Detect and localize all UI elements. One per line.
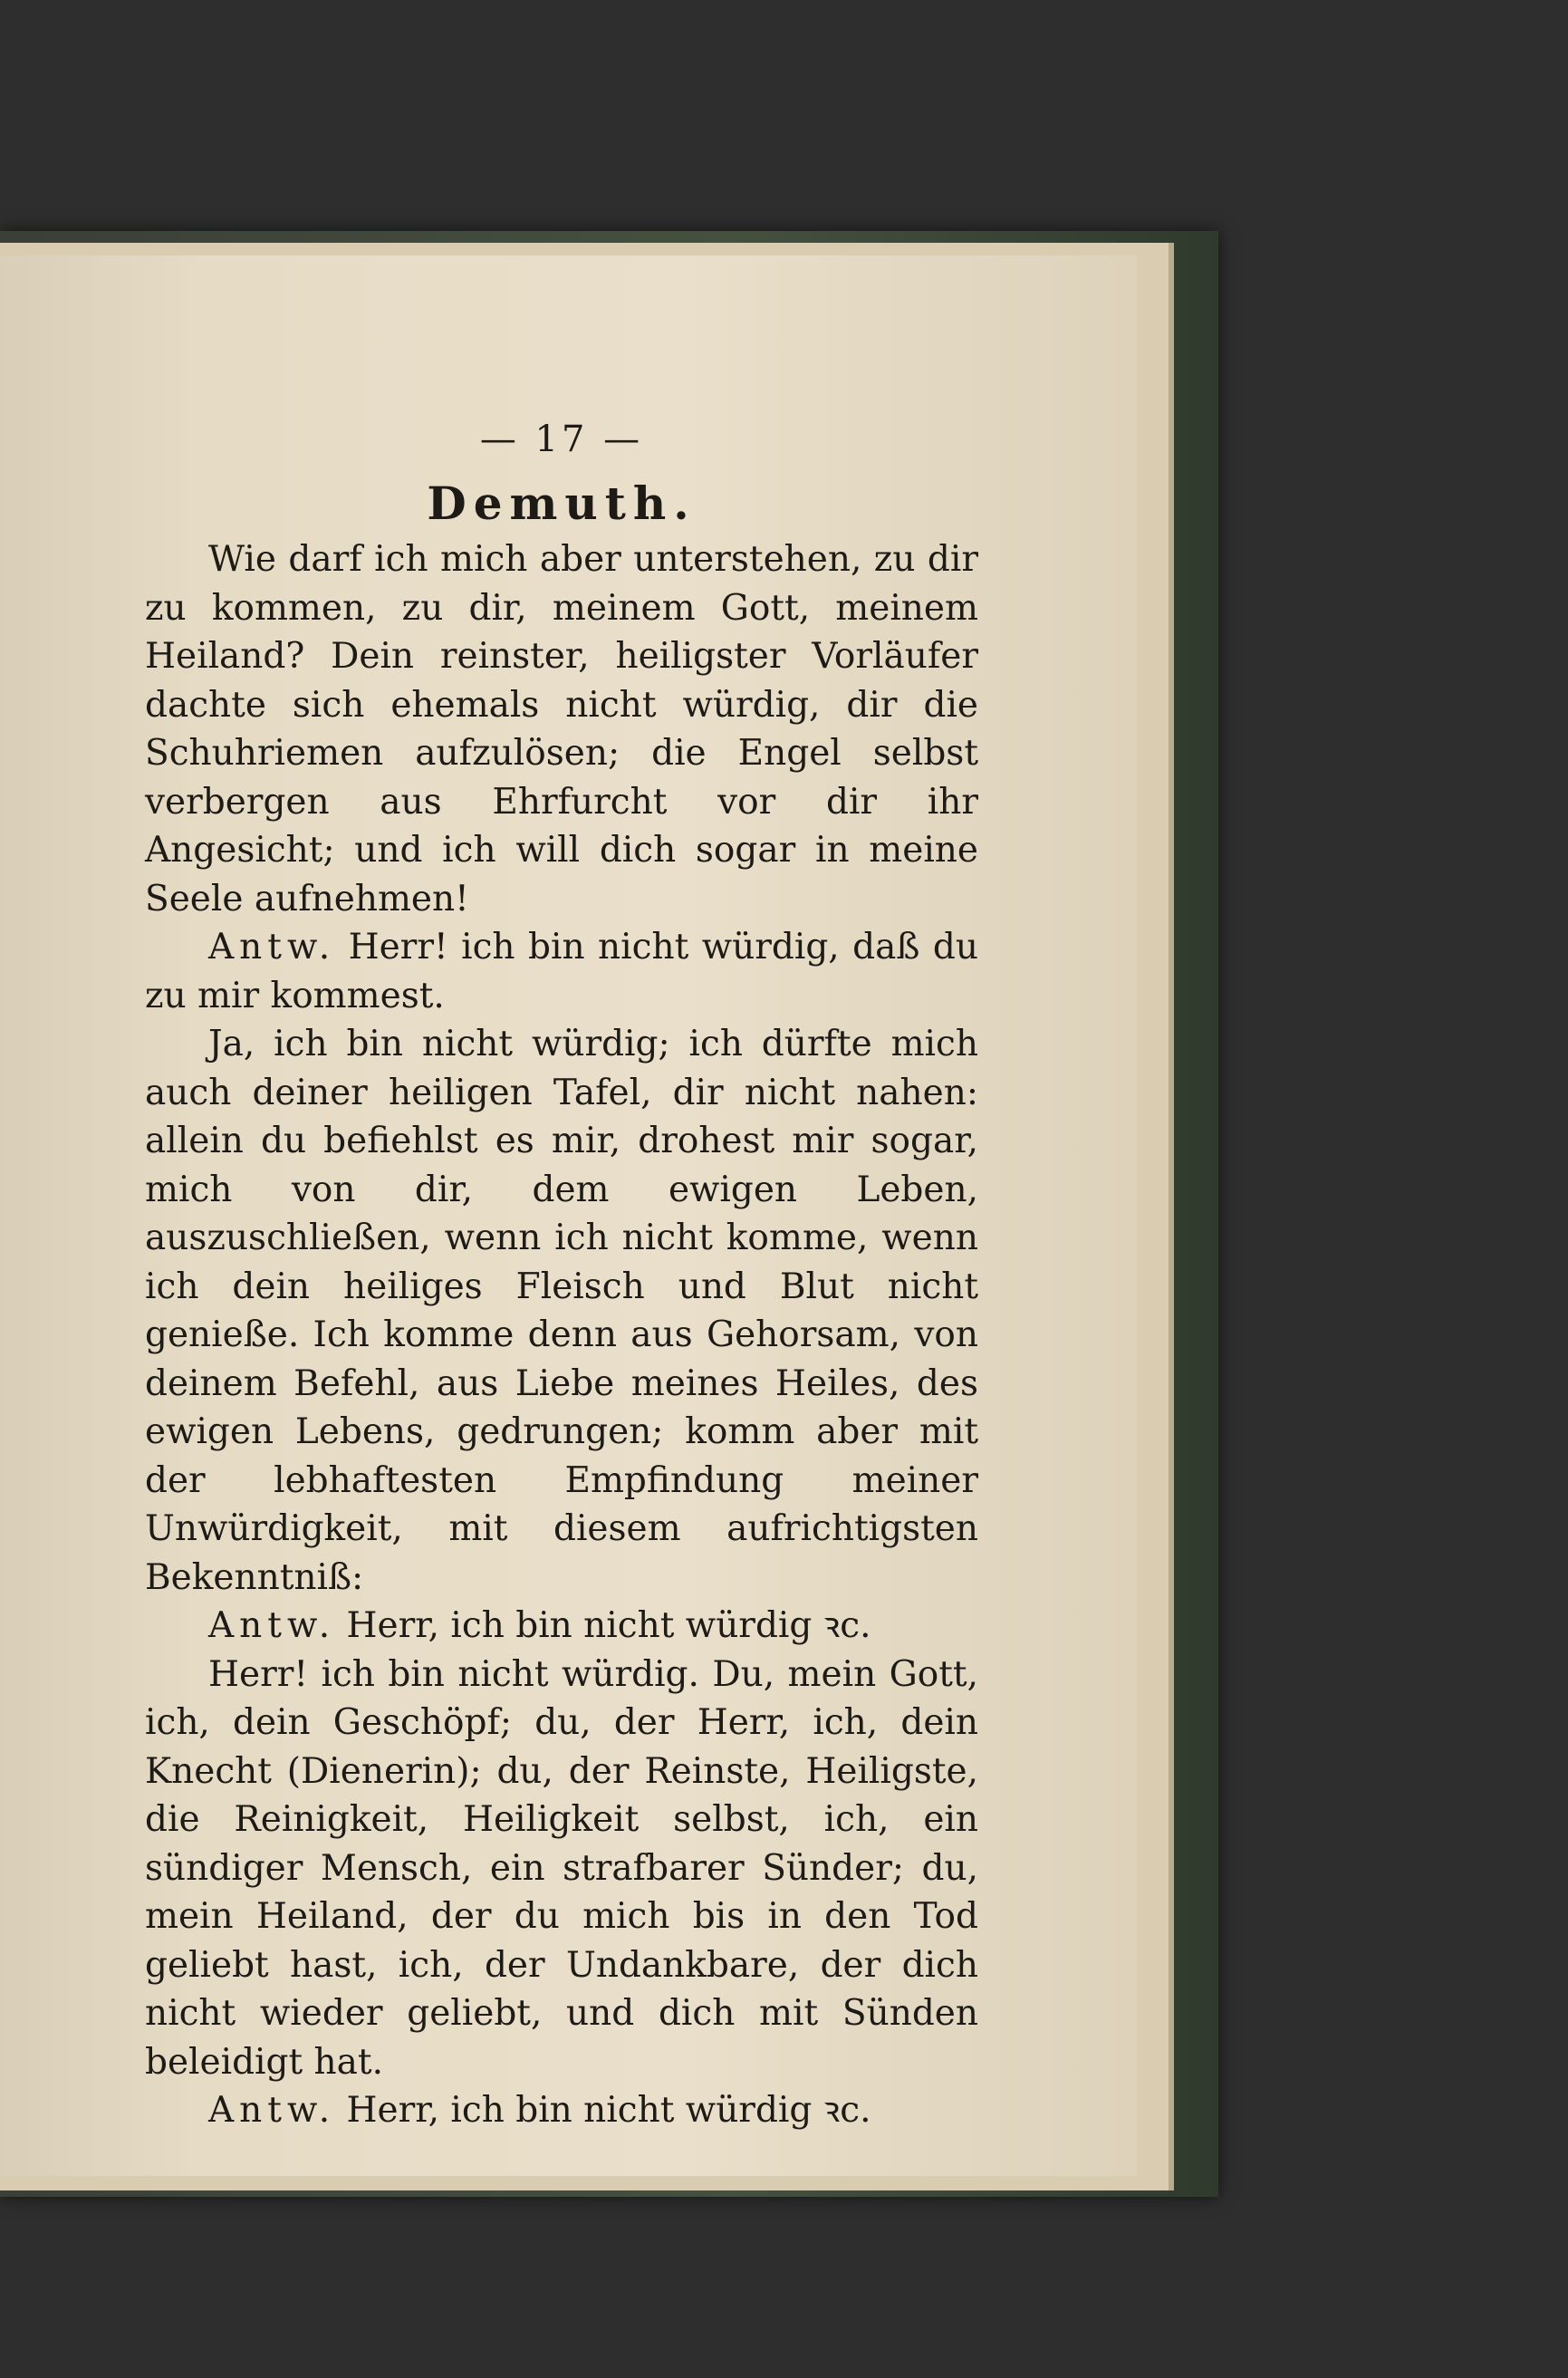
paragraph-text: Ja, ich bin nicht würdig; ich dürfte mich auch deiner heiligen Tafel, dir nicht nahen: allein du befiehlst es mir, drohest mir sogar, mich von dir, dem ewigen Leben, auszuschließen, wenn ich nicht komme, wenn ich dein heiliges Fleisch und Blut nicht genieße. Ich komme denn aus Gehorsam, von deinem Befehl, aus Liebe meines Heiles, des ewigen Lebens, gedrungen; komm aber mit der lebhaftesten Empfindung meiner Unwürdigkeit, mit diesem aufrichtigsten Bekenntniß: [145, 1024, 978, 1598]
response-label: Antw. [208, 927, 336, 968]
paragraph [145, 1651, 978, 2087]
paragraph-text: Wie darf ich mich aber unterstehen, zu dir zu kommen, zu dir, meinem Gott, meinem Heiland? Dein reinster, heiligster Vorläufer dachte sich ehemals nicht würdig, dir die Schuhriemen aufzulösen; die Engel selbst verbergen aus Ehrfurcht vor dir ihr Angesicht; und ich will dich sogar in meine Seele aufnehmen! [145, 539, 978, 919]
paragraph-text: Herr, ich bin nicht würdig ꝛc. [346, 1605, 871, 1646]
book-page [0, 255, 1137, 2176]
paragraph [145, 1020, 978, 1602]
paragraph-text: Herr! ich bin nicht würdig. Du, mein Gott, ich, dein Geschöpf; du, der Herr, ich, dein Knecht (Dienerin); du, der Reinste, Heiligste, die Reinigkeit, Heiligkeit selbst, ich, ein sündiger Mensch, ein strafbarer Sünder; du, mein Heiland, der du mich bis in den Tod geliebt hast, ich, der Undankbare, der dich nicht wieder geliebt, und dich mit Sünden beleidigt hat. [145, 1653, 978, 2083]
paragraph [145, 535, 978, 923]
response-paragraph [145, 1602, 978, 1651]
paragraph-text: Herr! ich bin nicht würdig, daß du zu mir kommest. [145, 927, 978, 1016]
response-paragraph [145, 923, 978, 1020]
section-heading: Demuth. [427, 477, 697, 530]
response-paragraph [145, 2086, 978, 2135]
page-content [145, 419, 978, 2135]
paragraph-text: Herr, ich bin nicht würdig ꝛc. [346, 2090, 871, 2131]
response-label: Antw. [208, 2090, 336, 2131]
page-number: — 17 — [479, 419, 644, 460]
response-label: Antw. [208, 1605, 336, 1646]
